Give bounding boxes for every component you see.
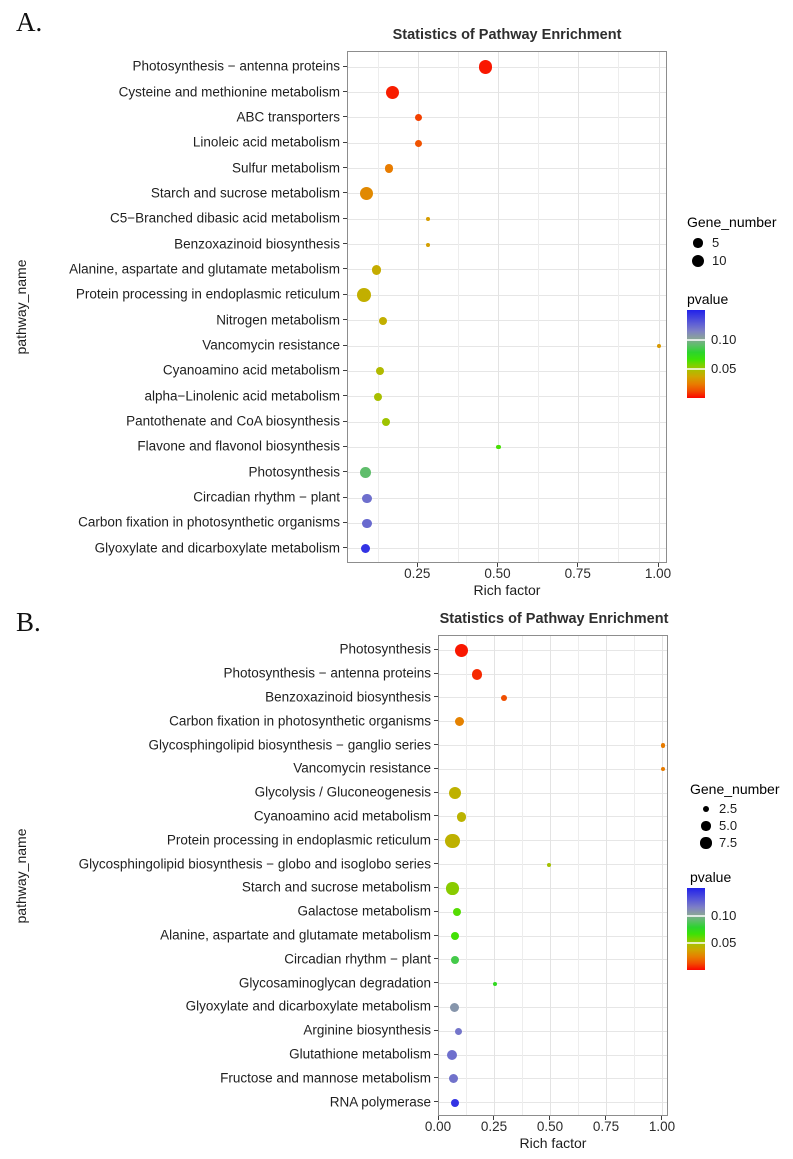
data-point bbox=[415, 114, 422, 121]
data-point bbox=[453, 908, 461, 916]
data-point bbox=[451, 956, 459, 964]
y-axis-label: Arginine biosynthesis bbox=[303, 1022, 431, 1038]
y-axis-label: ABC transporters bbox=[236, 109, 340, 125]
y-axis-tick bbox=[343, 421, 347, 422]
gridline bbox=[466, 636, 467, 1116]
plot-panel bbox=[438, 635, 668, 1116]
y-axis-tick bbox=[434, 792, 438, 793]
y-axis-label: Vancomycin resistance bbox=[293, 760, 431, 776]
y-axis-label: Nitrogen metabolism bbox=[216, 312, 340, 328]
legend-size-dot bbox=[703, 806, 709, 812]
y-axis-tick bbox=[434, 673, 438, 674]
pvalue-colorbar-a bbox=[687, 310, 705, 398]
data-point bbox=[386, 86, 399, 99]
y-axis-tick bbox=[343, 547, 347, 548]
data-point bbox=[661, 767, 665, 771]
y-axis-label: Glycolysis / Gluconeogenesis bbox=[254, 784, 431, 800]
y-axis-tick bbox=[343, 345, 347, 346]
gridline bbox=[634, 636, 635, 1116]
y-axis-label: alpha−Linolenic acid metabolism bbox=[144, 388, 340, 404]
y-axis-label: Protein processing in endoplasmic reticulum bbox=[75, 286, 340, 302]
y-axis-label: Protein processing in endoplasmic reticulum bbox=[166, 832, 431, 848]
y-axis-tick bbox=[343, 91, 347, 92]
data-point bbox=[447, 1050, 457, 1060]
legend-size-value: 2.5 bbox=[719, 801, 738, 816]
legend-size-value: 10 bbox=[712, 253, 727, 268]
legend-size-title-b: Gene_number bbox=[690, 781, 780, 797]
y-axis-title-b: pathway_name bbox=[13, 828, 29, 924]
y-axis-tick bbox=[434, 887, 438, 888]
y-axis-tick bbox=[434, 839, 438, 840]
x-axis-title-a: Rich factor bbox=[473, 582, 541, 598]
y-axis-tick bbox=[343, 268, 347, 269]
y-axis-label: Circadian rhythm − plant bbox=[193, 489, 340, 505]
colorbar-tick bbox=[687, 339, 705, 341]
data-point bbox=[451, 1099, 459, 1107]
y-axis-tick bbox=[343, 370, 347, 371]
legend-size-dot bbox=[693, 238, 702, 247]
gridline bbox=[498, 52, 499, 563]
colorbar-tick-label: 0.10 bbox=[711, 908, 737, 924]
y-axis-tick bbox=[434, 744, 438, 745]
y-axis-label: Benzoxazinoid biosynthesis bbox=[174, 236, 340, 252]
data-point bbox=[360, 187, 373, 200]
gridline bbox=[522, 636, 523, 1116]
data-point bbox=[451, 932, 459, 940]
gridline bbox=[578, 52, 579, 563]
y-axis-tick bbox=[343, 218, 347, 219]
y-axis-label: Linoleic acid metabolism bbox=[192, 134, 340, 150]
data-point bbox=[455, 1028, 462, 1035]
data-point bbox=[496, 445, 500, 449]
y-axis-label: Photosynthesis − antenna proteins bbox=[132, 58, 340, 74]
y-axis-label: Glycosphingolipid biosynthesis − globo and isoglobo series bbox=[78, 856, 431, 872]
y-axis-tick bbox=[434, 649, 438, 650]
chart-title-b: Statistics of Pathway Enrichment bbox=[439, 611, 669, 627]
colorbar-tick-label: 0.05 bbox=[711, 361, 737, 377]
data-point bbox=[360, 467, 371, 478]
data-point bbox=[457, 812, 466, 821]
y-axis-label: Photosynthesis bbox=[339, 641, 431, 657]
y-axis-label: Glyoxylate and dicarboxylate metabolism bbox=[94, 540, 340, 556]
x-tick-label: 0.50 bbox=[536, 1119, 564, 1134]
legend-color-title-a: pvalue bbox=[687, 291, 729, 307]
x-tick-label: 0.25 bbox=[480, 1119, 508, 1134]
y-axis-tick bbox=[434, 863, 438, 864]
data-point bbox=[382, 418, 390, 426]
data-point bbox=[426, 217, 430, 221]
x-tick-label: 0.75 bbox=[592, 1119, 620, 1134]
y-axis-label: Photosynthesis bbox=[248, 464, 340, 480]
y-axis-label: Photosynthesis − antenna proteins bbox=[223, 665, 431, 681]
data-point bbox=[362, 519, 371, 528]
y-axis-tick bbox=[434, 1030, 438, 1031]
legend-size-dot bbox=[692, 255, 705, 268]
y-axis-label: Carbon fixation in photosynthetic organisms bbox=[78, 514, 340, 530]
y-axis-label: Sulfur metabolism bbox=[231, 160, 340, 176]
plot-panel bbox=[347, 51, 667, 563]
y-axis-tick bbox=[343, 471, 347, 472]
y-axis-tick bbox=[434, 1101, 438, 1102]
panel-label-b: B. bbox=[16, 607, 41, 637]
gridline bbox=[659, 52, 660, 563]
legend-size-value: 5.0 bbox=[719, 818, 738, 833]
data-point bbox=[385, 164, 393, 172]
y-axis-tick bbox=[343, 294, 347, 295]
legend-size-title-a: Gene_number bbox=[687, 214, 777, 230]
y-axis-label: Glyoxylate and dicarboxylate metabolism bbox=[185, 998, 431, 1014]
data-point bbox=[445, 834, 459, 848]
colorbar-tick-label: 0.10 bbox=[711, 332, 737, 348]
colorbar-tick bbox=[687, 915, 705, 917]
y-axis-label: Alanine, aspartate and glutamate metabolism bbox=[160, 927, 431, 943]
x-tick-label: 0.00 bbox=[424, 1119, 452, 1134]
y-axis-tick bbox=[343, 446, 347, 447]
gridline bbox=[606, 636, 607, 1116]
y-axis-label: Pantothenate and CoA biosynthesis bbox=[126, 413, 340, 429]
data-point bbox=[657, 344, 661, 348]
y-axis-tick bbox=[343, 167, 347, 168]
y-axis-tick bbox=[434, 958, 438, 959]
y-axis-label: Glycosaminoglycan degradation bbox=[238, 975, 431, 991]
y-axis-tick bbox=[434, 815, 438, 816]
y-axis-label: RNA polymerase bbox=[329, 1094, 431, 1110]
y-axis-tick bbox=[434, 982, 438, 983]
y-axis-label: Galactose metabolism bbox=[297, 903, 431, 919]
data-point bbox=[446, 882, 458, 894]
y-axis-label: Flavone and flavonol biosynthesis bbox=[137, 438, 340, 454]
y-axis-label: C5−Branched dibasic acid metabolism bbox=[110, 210, 340, 226]
data-point bbox=[455, 717, 464, 726]
x-tick-label: 0.25 bbox=[404, 566, 431, 581]
data-point bbox=[449, 1074, 458, 1083]
y-axis-tick bbox=[343, 142, 347, 143]
gridline bbox=[378, 52, 379, 563]
legend-color-title-b: pvalue bbox=[690, 869, 732, 885]
legend-size-dot bbox=[701, 821, 710, 830]
y-axis-tick bbox=[434, 911, 438, 912]
gridline bbox=[662, 636, 663, 1116]
y-axis-label: Fructose and mannose metabolism bbox=[220, 1070, 431, 1086]
y-axis-tick bbox=[434, 696, 438, 697]
data-point bbox=[357, 288, 371, 302]
x-tick-label: 0.50 bbox=[484, 566, 511, 581]
data-point bbox=[547, 863, 551, 867]
gridline bbox=[618, 52, 619, 563]
y-axis-tick bbox=[343, 116, 347, 117]
y-axis-label: Starch and sucrose metabolism bbox=[241, 879, 431, 895]
y-axis-label: Glutathione metabolism bbox=[289, 1046, 431, 1062]
y-axis-label: Circadian rhythm − plant bbox=[284, 951, 431, 967]
y-axis-label: Vancomycin resistance bbox=[202, 337, 340, 353]
gridline bbox=[494, 636, 495, 1116]
y-axis-label: Cyanoamino acid metabolism bbox=[253, 808, 431, 824]
y-axis-tick bbox=[434, 768, 438, 769]
y-axis-tick bbox=[434, 1054, 438, 1055]
colorbar-tick bbox=[687, 368, 705, 370]
legend-size-value: 5 bbox=[712, 235, 720, 250]
y-axis-label: Carbon fixation in photosynthetic organisms bbox=[169, 713, 431, 729]
gridline bbox=[578, 636, 579, 1116]
colorbar-tick bbox=[687, 942, 705, 944]
y-axis-tick bbox=[434, 1077, 438, 1078]
x-tick-label: 1.00 bbox=[648, 1119, 676, 1134]
y-axis-tick bbox=[434, 1006, 438, 1007]
data-point bbox=[472, 669, 483, 680]
y-axis-label: Benzoxazinoid biosynthesis bbox=[265, 689, 431, 705]
y-axis-label: Starch and sucrose metabolism bbox=[150, 185, 340, 201]
panel-label-a: A. bbox=[16, 7, 43, 37]
data-point bbox=[455, 644, 468, 657]
y-axis-tick bbox=[343, 395, 347, 396]
gridline bbox=[418, 52, 419, 563]
y-axis-label: Alanine, aspartate and glutamate metabolism bbox=[69, 261, 340, 277]
y-axis-title-a: pathway_name bbox=[13, 259, 29, 355]
data-point bbox=[501, 695, 507, 701]
x-axis-title-b: Rich factor bbox=[519, 1135, 587, 1151]
data-point bbox=[479, 60, 493, 74]
data-point bbox=[374, 393, 382, 401]
data-point bbox=[376, 367, 384, 375]
data-point bbox=[372, 265, 381, 274]
y-axis-label: Cysteine and methionine metabolism bbox=[118, 84, 340, 100]
data-point bbox=[415, 140, 422, 147]
y-axis-tick bbox=[343, 192, 347, 193]
data-point bbox=[450, 1003, 459, 1012]
y-axis-tick bbox=[343, 66, 347, 67]
chart-title-a: Statistics of Pathway Enrichment bbox=[392, 27, 622, 43]
y-axis-tick bbox=[343, 243, 347, 244]
y-axis-tick bbox=[343, 522, 347, 523]
x-tick-label: 0.75 bbox=[564, 566, 591, 581]
data-point bbox=[449, 787, 461, 799]
y-axis-label: Glycosphingolipid biosynthesis − ganglio series bbox=[148, 737, 431, 753]
data-point bbox=[361, 544, 370, 553]
colorbar-tick-label: 0.05 bbox=[711, 935, 737, 951]
gridline bbox=[538, 52, 539, 563]
y-axis-tick bbox=[343, 497, 347, 498]
data-point bbox=[661, 743, 665, 747]
y-axis-tick bbox=[434, 935, 438, 936]
gridline bbox=[550, 636, 551, 1116]
data-point bbox=[426, 243, 430, 247]
legend-size-value: 7.5 bbox=[719, 835, 738, 850]
data-point bbox=[379, 317, 387, 325]
data-point bbox=[493, 982, 497, 986]
gridline bbox=[458, 52, 459, 563]
legend-size-dot bbox=[700, 837, 711, 848]
y-axis-tick bbox=[343, 319, 347, 320]
y-axis-label: Cyanoamino acid metabolism bbox=[162, 362, 340, 378]
pvalue-colorbar-b bbox=[687, 888, 705, 970]
x-tick-label: 1.00 bbox=[644, 566, 672, 581]
y-axis-tick bbox=[434, 720, 438, 721]
data-point bbox=[362, 494, 371, 503]
